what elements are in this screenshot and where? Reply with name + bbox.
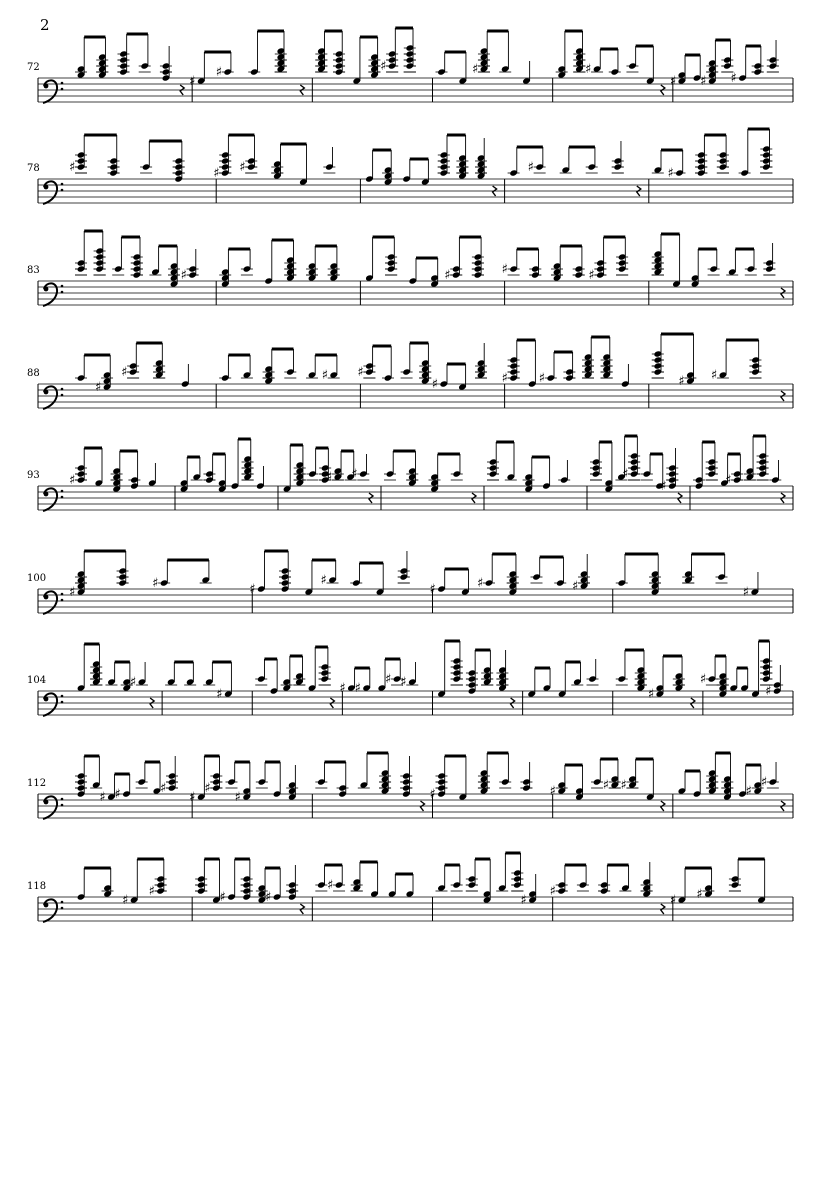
sharp-accidental: ♯ bbox=[622, 467, 629, 482]
sharp-accidental: ♯ bbox=[357, 365, 364, 380]
bass-clef-dot bbox=[61, 291, 64, 294]
bass-clef-dot bbox=[61, 496, 64, 499]
sharp-accidental: ♯ bbox=[520, 893, 527, 908]
bass-clef-dot bbox=[61, 394, 64, 397]
sharp-accidental: ♯ bbox=[700, 74, 707, 89]
sharp-accidental: ♯ bbox=[129, 675, 137, 690]
bass-clef-dot bbox=[61, 490, 64, 493]
bass-clef-dot bbox=[61, 183, 64, 186]
sharp-accidental: ♯ bbox=[380, 59, 387, 74]
sharp-accidental: ♯ bbox=[189, 74, 196, 89]
sharp-accidental: ♯ bbox=[339, 681, 346, 696]
sharp-accidental: ♯ bbox=[69, 160, 76, 175]
measure-number: 88 bbox=[27, 368, 40, 379]
sharp-accidental: ♯ bbox=[620, 778, 627, 793]
bass-clef-dot bbox=[61, 285, 64, 288]
sharp-accidental: ♯ bbox=[471, 62, 479, 77]
sharp-accidental: ♯ bbox=[216, 687, 223, 702]
bass-clef-dot bbox=[44, 595, 49, 600]
sharp-accidental: ♯ bbox=[99, 790, 106, 805]
sharp-accidental: ♯ bbox=[549, 884, 556, 899]
measure-number: 93 bbox=[27, 470, 40, 481]
sharp-accidental: ♯ bbox=[114, 787, 121, 802]
bass-clef-dot bbox=[61, 701, 64, 704]
bass-clef-dot bbox=[61, 593, 64, 596]
sharp-accidental: ♯ bbox=[527, 160, 534, 175]
sharp-accidental: ♯ bbox=[69, 585, 76, 600]
sharp-accidental: ♯ bbox=[327, 878, 334, 893]
sharp-accidental: ♯ bbox=[760, 775, 768, 790]
sharp-accidental: ♯ bbox=[385, 672, 392, 687]
sharp-accidental: ♯ bbox=[501, 262, 508, 277]
sharp-accidental: ♯ bbox=[122, 893, 129, 908]
sharp-accidental: ♯ bbox=[572, 579, 579, 594]
bass-clef-dot bbox=[44, 903, 49, 908]
sharp-accidental: ♯ bbox=[69, 473, 76, 488]
bass-clef-dot bbox=[61, 804, 64, 807]
measure-number: 78 bbox=[27, 163, 40, 174]
sharp-accidental: ♯ bbox=[669, 893, 677, 908]
sharp-accidental: ♯ bbox=[95, 380, 102, 395]
sharp-accidental: ♯ bbox=[730, 71, 737, 86]
bass-clef-dot bbox=[61, 88, 64, 91]
sharp-accidental: ♯ bbox=[745, 784, 752, 799]
sharp-accidental: ♯ bbox=[549, 784, 556, 799]
sharp-accidental: ♯ bbox=[219, 890, 226, 905]
sharp-accidental: ♯ bbox=[678, 374, 685, 389]
sharp-accidental: ♯ bbox=[121, 365, 128, 380]
sharp-accidental: ♯ bbox=[189, 790, 196, 805]
sharp-accidental: ♯ bbox=[354, 681, 361, 696]
sharp-accidental: ♯ bbox=[321, 368, 328, 383]
sharp-accidental: ♯ bbox=[660, 479, 667, 494]
bass-clef-dot bbox=[61, 901, 64, 904]
sharp-accidental: ♯ bbox=[667, 166, 674, 181]
sharp-accidental: ♯ bbox=[725, 473, 732, 488]
sharp-accidental: ♯ bbox=[249, 582, 256, 597]
sharp-accidental: ♯ bbox=[429, 787, 436, 802]
sharp-accidental: ♯ bbox=[160, 781, 167, 796]
sharp-accidental: ♯ bbox=[431, 377, 439, 392]
sharp-accidental: ♯ bbox=[234, 790, 241, 805]
sharp-accidental: ♯ bbox=[320, 573, 327, 588]
sharp-accidental: ♯ bbox=[501, 371, 508, 386]
bass-clef-dot bbox=[44, 800, 49, 805]
bass-clef-dot bbox=[44, 84, 49, 89]
page-number: 2 bbox=[40, 16, 50, 34]
sharp-accidental: ♯ bbox=[669, 74, 677, 89]
bass-clef-dot bbox=[44, 185, 49, 190]
bass-clef-dot bbox=[61, 798, 64, 801]
sharp-accidental: ♯ bbox=[588, 268, 595, 283]
sharp-accidental: ♯ bbox=[215, 65, 223, 80]
sharp-accidental: ♯ bbox=[325, 470, 333, 485]
measure-number: 112 bbox=[27, 778, 47, 789]
bass-clef-dot bbox=[44, 492, 49, 497]
bass-clef-dot bbox=[61, 599, 64, 602]
sharp-accidental: ♯ bbox=[585, 62, 592, 77]
bass-clef-dot bbox=[44, 390, 49, 395]
sharp-accidental: ♯ bbox=[710, 368, 718, 383]
bass-clef-dot bbox=[61, 388, 64, 391]
sharp-accidental: ♯ bbox=[400, 675, 407, 690]
measure-number: 100 bbox=[27, 573, 47, 584]
sharp-accidental: ♯ bbox=[647, 687, 655, 702]
measure-number: 118 bbox=[27, 881, 47, 892]
sharp-accidental: ♯ bbox=[444, 268, 451, 283]
sharp-accidental: ♯ bbox=[213, 166, 220, 181]
sharp-accidental: ♯ bbox=[180, 268, 187, 283]
sharp-accidental: ♯ bbox=[239, 160, 246, 175]
sharp-accidental: ♯ bbox=[602, 778, 610, 793]
sharp-accidental: ♯ bbox=[429, 582, 436, 597]
bass-clef-dot bbox=[61, 907, 64, 910]
sharp-accidental: ♯ bbox=[351, 467, 358, 482]
sharp-accidental: ♯ bbox=[699, 672, 707, 687]
sharp-accidental: ♯ bbox=[265, 890, 272, 905]
sharp-accidental: ♯ bbox=[696, 887, 703, 902]
bass-clef-dot bbox=[61, 189, 64, 192]
bass-clef-dot bbox=[61, 695, 64, 698]
bass-clef-dot bbox=[61, 82, 64, 85]
sharp-accidental: ♯ bbox=[538, 371, 546, 386]
bass-clef-dot bbox=[44, 287, 49, 292]
bass-clef-dot bbox=[44, 697, 49, 702]
sharp-accidental: ♯ bbox=[742, 585, 750, 600]
measure-number: 83 bbox=[27, 265, 40, 276]
sharp-accidental: ♯ bbox=[477, 576, 484, 591]
sharp-accidental: ♯ bbox=[152, 576, 159, 591]
measure-number: 104 bbox=[27, 675, 47, 686]
sharp-accidental: ♯ bbox=[765, 684, 772, 699]
sharp-accidental: ♯ bbox=[204, 781, 211, 796]
measure-number: 72 bbox=[27, 62, 40, 73]
sharp-accidental: ♯ bbox=[148, 884, 155, 899]
